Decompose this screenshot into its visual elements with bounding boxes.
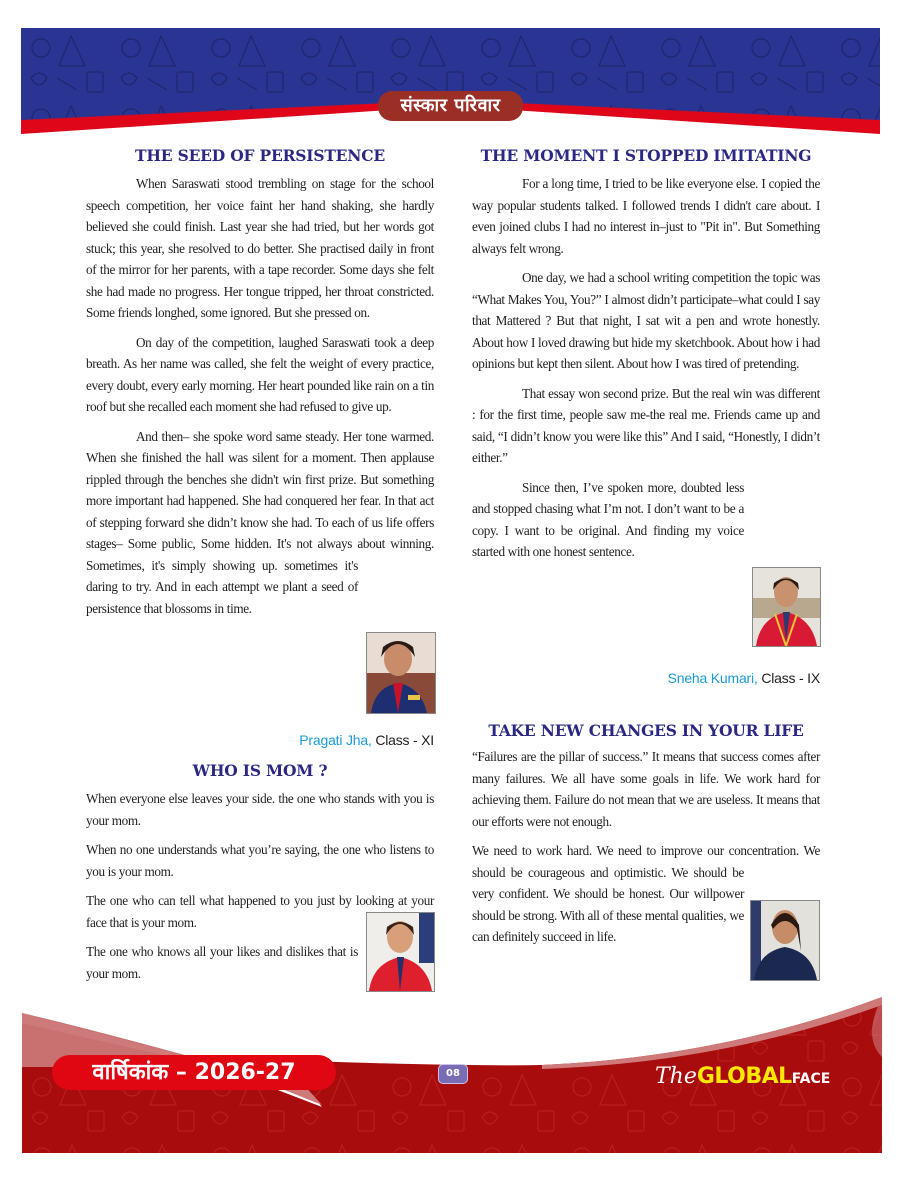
author-credit-sneha-kumari xyxy=(472,668,820,688)
article-moment-i-stopped-imitating xyxy=(472,145,820,563)
article-paragraph: The one who can tell what happened to you just by looking at your face that is your mom. xyxy=(86,893,434,930)
article-paragraph: When no one understands what you’re saying, the one who listens to you is your mom. xyxy=(86,842,434,879)
article-paragraph: One day, we had a school writing competition the topic was “What Makes You, You?” I almost didn’t participate–what could I say that Mattered ? But that night, I sat wit a pen and wrote honestly. About how I loved drawing but hide my sketchbook. About how i had opinions but kept then silent. About how I was tired of pretending. xyxy=(472,270,820,371)
brand-logo-the: The xyxy=(655,1064,697,1089)
article-title: WHO IS MOM ? xyxy=(192,761,328,780)
edition-badge: वार्षिकांक – 2026-27 xyxy=(52,1055,336,1090)
brand-logo xyxy=(655,1064,830,1094)
author-name: Pragati Jha, xyxy=(299,732,372,748)
article-paragraph: That essay won second prize. But the real win was different : for the first time, people saw me-the real me. Friends came up and said, “I didn’t know you were like this” And I said, “Honestly, I didn’t either.” xyxy=(472,385,820,465)
article-paragraph: On day of the competition, laughed Saraswati took a deep breath. As her name was called, she felt the weight of every practice, every doubt, every early morning. Her heart pounded like rain on a tin roof but she recalled each moment she had refused to give up. xyxy=(86,334,434,414)
author-class: Class - XI xyxy=(375,732,434,748)
author-photo-pragati-jha xyxy=(366,632,436,714)
author-name: Sneha Kumari, xyxy=(667,670,758,686)
author-photo-antra-kumari xyxy=(366,912,435,992)
brand-logo-face: FACE xyxy=(791,1071,831,1087)
brand-logo-global: GLOBAL xyxy=(696,1064,792,1089)
article-paragraph: When everyone else leaves your side. the one who stands with you is your mom. xyxy=(86,791,434,828)
article-paragraph: Since then, I’ve spoken more, doubted less and stopped chasing what I’m not. I don’t want to be a copy. I want to be original. And finding my voice started with one honest sentence. xyxy=(472,479,744,559)
article-paragraph: “Failures are the pillar of success.” It means that success comes after many failures. We all have some goals in life. We work hard for achieving them. Failure do not mean that we are useless. It means that our efforts were not enough. xyxy=(472,749,820,829)
author-photo-krisha-yadav xyxy=(750,900,820,981)
article-paragraph: We need to work hard. We need to improve our concentration. We should be courageous and optimistic. We should be very confident. We should be honest. Our willpower should be strong. With all of these mental qualities, we can definitely succeed in life. xyxy=(472,840,820,948)
article-title: TAKE NEW CHANGES IN YOUR LIFE xyxy=(488,721,804,740)
article-paragraph: The one who knows all your likes and dislikes that is your mom. xyxy=(86,944,358,981)
article-who-is-mom xyxy=(86,760,434,1035)
article-paragraph: When Saraswati stood trembling on stage for the school speech competition, her voice faint her hand shaking, she hardly believed she could finish. Last year she had tried, but her words got stuck; this year, she resolved to do better. She practised daily in front of the mirror for her parents, with a tape recorder. Some days she felt she had made no progress. Her tongue tripped, her throat constricted. Some friends longhed, some ignored. But she pressed on. xyxy=(86,176,434,320)
article-seed-of-persistence xyxy=(86,145,434,666)
page-number: 08 xyxy=(438,1064,468,1084)
article-title: THE SEED OF PERSISTENCE xyxy=(134,146,385,165)
article-title: THE MOMENT I STOPPED IMITATING xyxy=(480,146,812,165)
author-credit-pragati-jha xyxy=(86,730,434,750)
author-class: Class - IX xyxy=(761,670,820,686)
photo-wrap-spacer xyxy=(358,426,434,666)
section-title-badge: संस्कार परिवार xyxy=(378,91,523,121)
article-paragraph: For a long time, I tried to be like everyone else. I copied the way popular students talked. I followed trends I didn't care about. I even joined clubs I had no interest in–just to "Pit in". But Something always felt wrong. xyxy=(472,176,820,256)
article-paragraph: And then– she spoke word same steady. Her tone warmed. When she finished the hall was silent for a moment. Then applause rippled through the benches she didn't win first prize. But something more important had happened. She had conquered her fear. In that act of stepping forward she didn’t know she had. To each of us life offers stages– Some public, Some hidden. It's not always about winning. Sometimes, it's simply showing up. sometimes it's daring to try. And in each attempt we plant a seed of persistence that blossoms in time. xyxy=(86,426,434,620)
author-photo-sneha-kumari xyxy=(752,567,821,647)
